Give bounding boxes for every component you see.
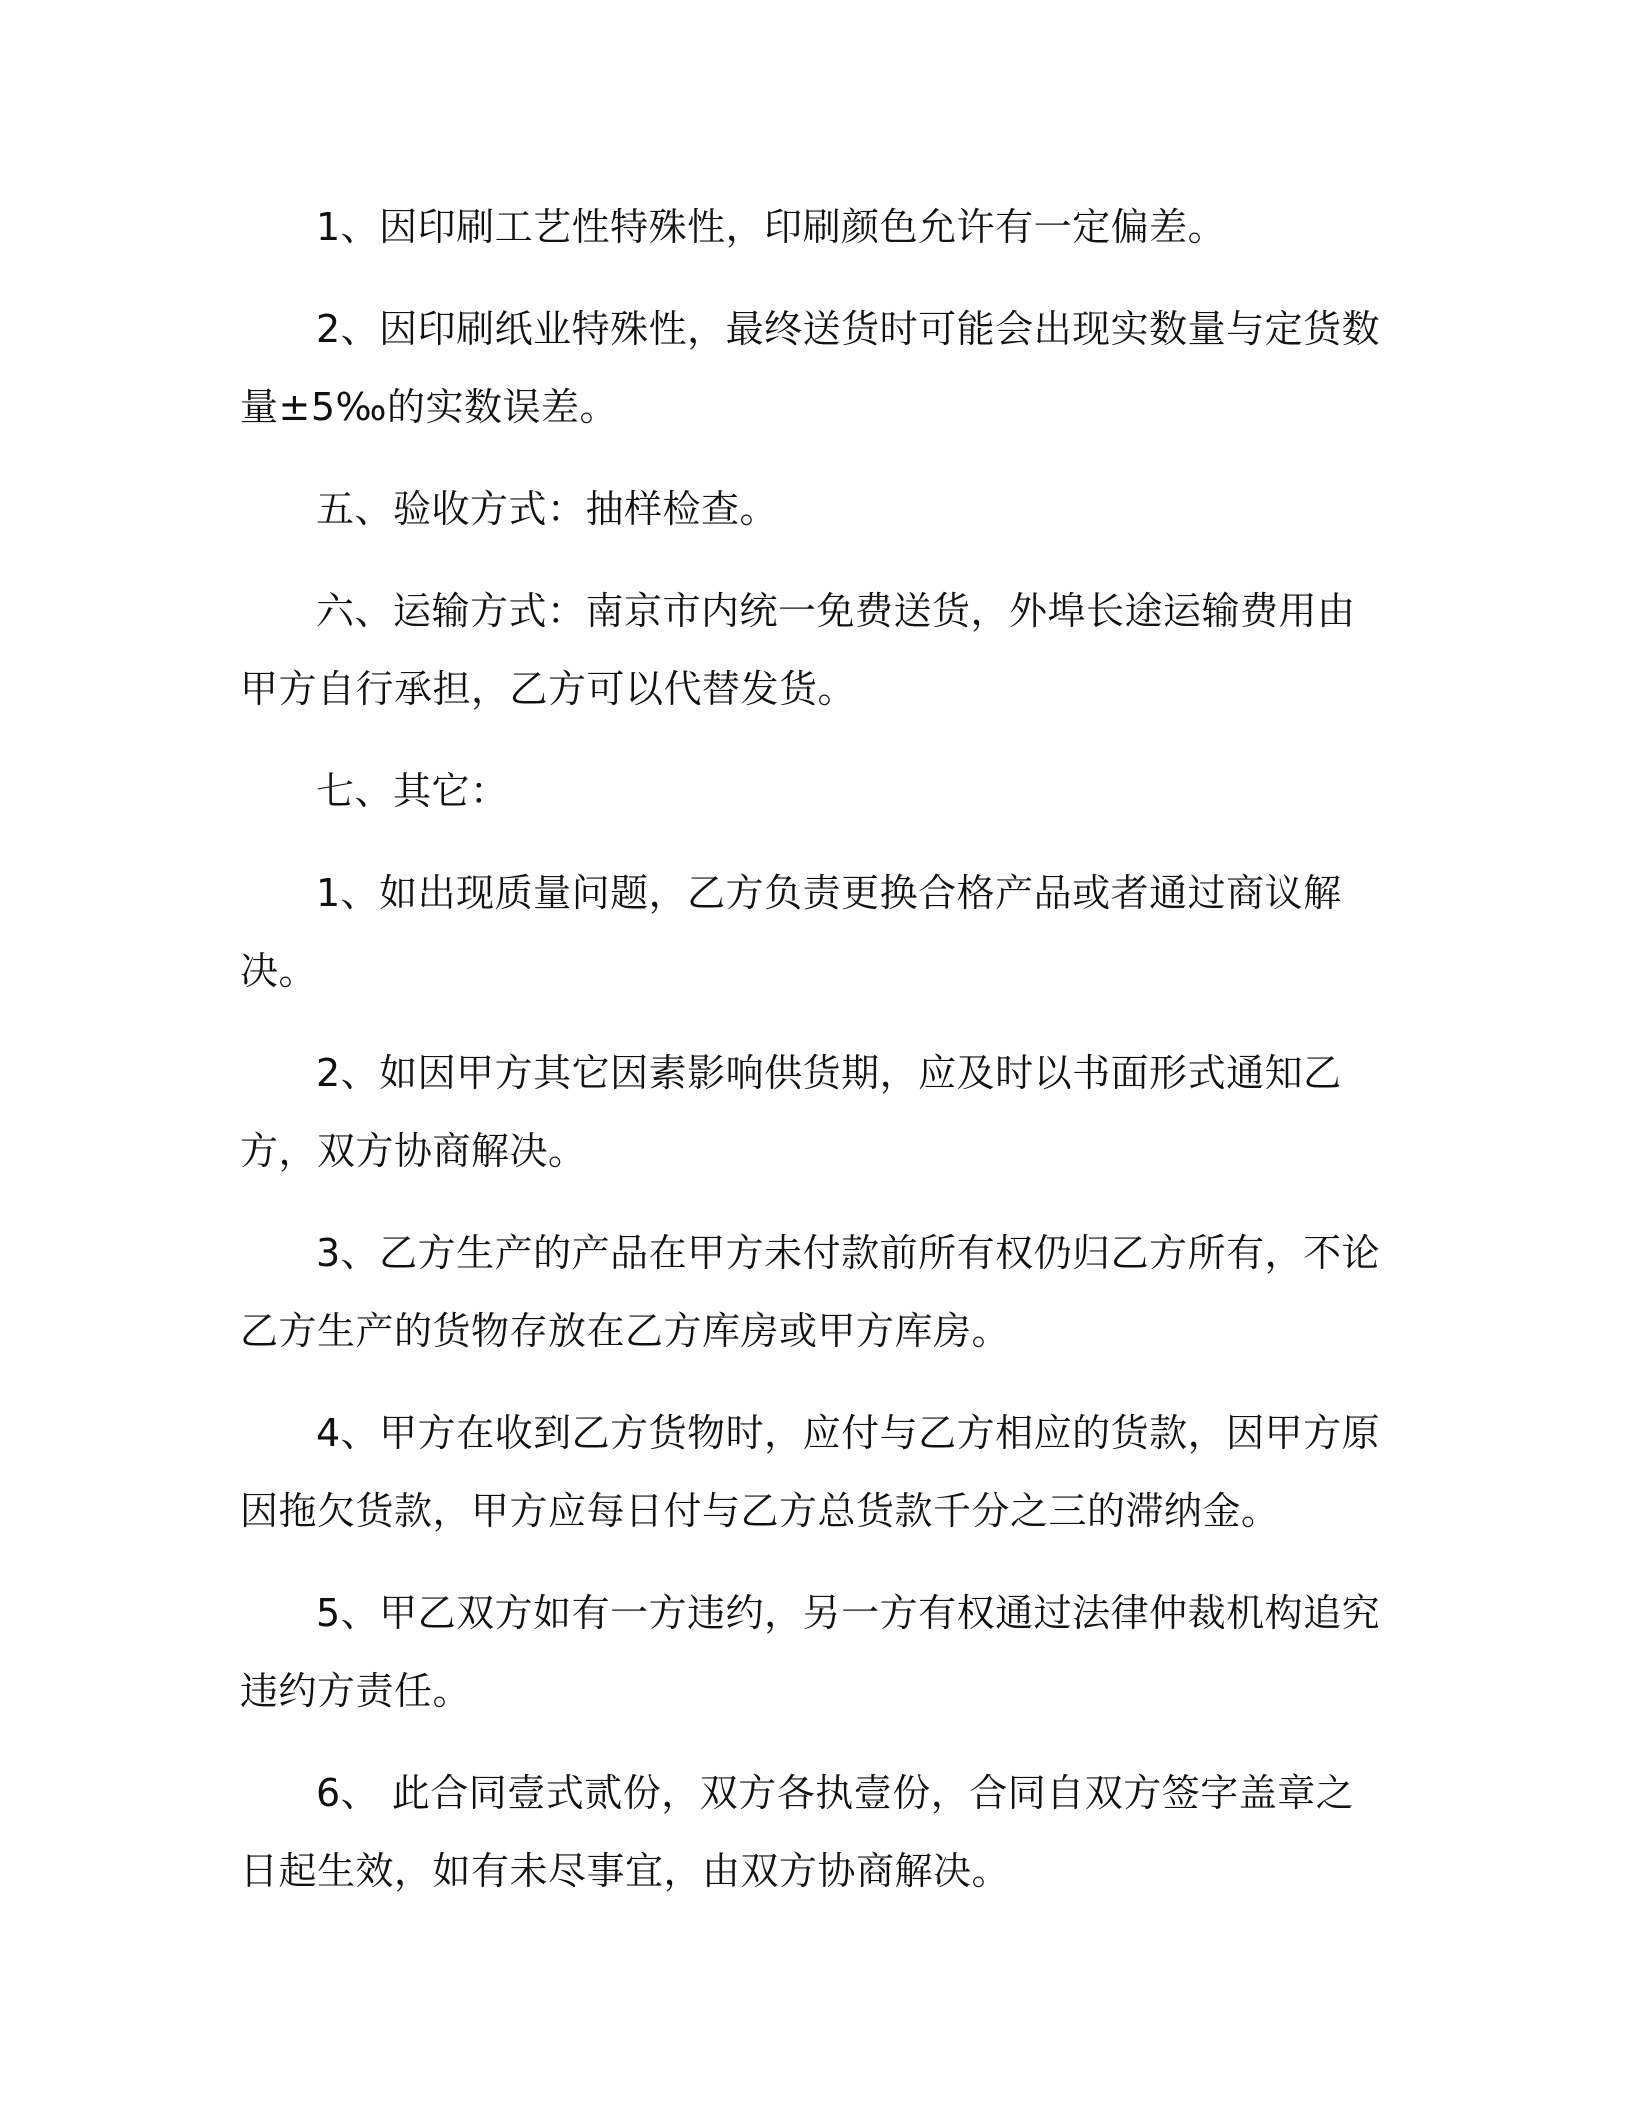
clause-paper-quantity: 2、因印刷纸业特殊性，最终送货时可能会出现实数量与定货数量±5‰的实数误差。	[240, 307, 1381, 429]
clause-contract-copies: 6、 此合同壹式贰份，双方各执壹份，合同自双方签字盖章之日起生效，如有未尽事宜，由双方协商解决。	[240, 1771, 1355, 1893]
clause-supply-delay: 2、如因甲方其它因素影响供货期，应及时以书面形式通知乙方，双方协商解决。	[240, 1051, 1342, 1173]
clause-ownership: 3、乙方生产的产品在甲方未付款前所有权仍归乙方所有，不论乙方生产的货物存放在乙方库房或甲方库房。	[240, 1231, 1381, 1353]
clause-payment-penalty: 4、甲方在收到乙方货物时，应付与乙方相应的货款，因甲方原因拖欠货款，甲方应每日付与乙方总货款千分之三的滞纳金。	[240, 1411, 1381, 1533]
document-body	[240, 188, 1392, 1934]
clause-quality-issue: 1、如出现质量问题，乙方负责更换合格产品或者通过商议解决。	[240, 871, 1342, 993]
section-inspection-method: 五、验收方式：抽样检查。	[316, 487, 779, 531]
section-transport-method: 六、运输方式：南京市内统一免费送货，外埠长途运输费用由甲方自行承担，乙方可以代替发货。	[240, 589, 1356, 711]
clause-printing-color: 1、因印刷工艺性特殊性，印刷颜色允许有一定偏差。	[316, 205, 1227, 249]
clause-breach: 5、甲乙双方如有一方违约，另一方有权通过法律仲裁机构追究违约方责任。	[240, 1591, 1381, 1713]
section-other-heading: 七、其它：	[316, 769, 509, 813]
